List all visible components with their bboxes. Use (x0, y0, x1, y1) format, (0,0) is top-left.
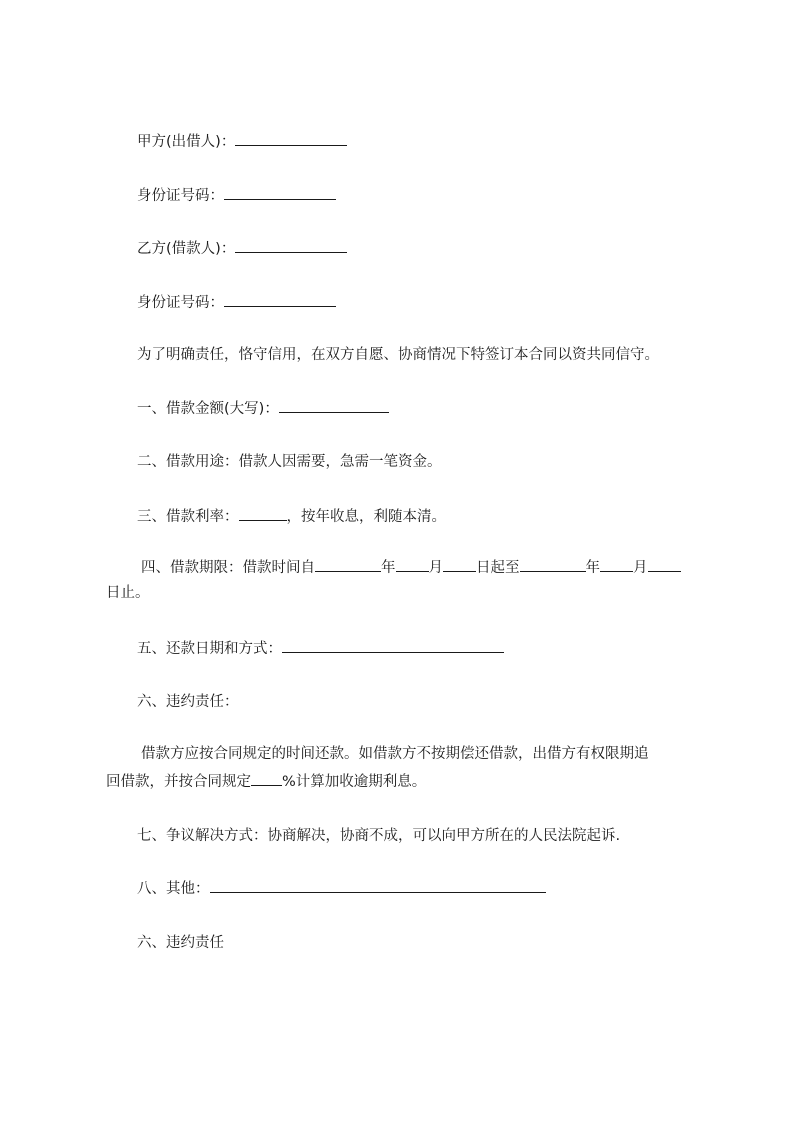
clause-6-body-line-2 (106, 771, 426, 792)
loan-amount-blank (279, 398, 389, 413)
start-day-blank (443, 557, 476, 572)
other-blank (210, 878, 546, 893)
party-a-id-blank (224, 185, 336, 200)
party-b-id-label: 身份证号码： (137, 295, 224, 311)
clause-3-suffix: ，按年收息，利随本清。 (286, 509, 446, 525)
clause-8-label: 八、其他： (137, 881, 210, 897)
clause-3-line (137, 506, 446, 527)
clause-1-line (137, 398, 389, 419)
party-a-blank (235, 131, 347, 146)
party-b-line (137, 238, 347, 259)
preamble: 为了明确责任，恪守信用，在双方自愿、协商情况下特签订本合同以资共同信守。 (137, 347, 659, 363)
interest-rate-blank (239, 506, 287, 521)
end-month-label: 月 (633, 560, 648, 576)
start-year-blank (315, 557, 381, 572)
party-b-blank (235, 238, 347, 253)
end-day-blank (648, 557, 681, 572)
clause-6-repeat: 六、违约责任 (137, 935, 224, 951)
clause-6-body-line-1: 借款方应按合同规定的时间还款。如借款方不按期偿还借款，出借方有权限期追 (141, 746, 649, 762)
party-a-line (137, 131, 347, 152)
clause-4-label: 四、借款期限：借款时间自 (141, 560, 315, 576)
party-b-id-blank (224, 292, 336, 307)
party-a-label: 甲方(出借人)： (137, 134, 236, 150)
party-a-id-line (137, 185, 336, 206)
clause-4-line-1 (141, 557, 681, 578)
clause-4-line-2: 日止。 (106, 585, 150, 601)
clause-5-label: 五、还款日期和方式： (137, 641, 282, 657)
party-b-label: 乙方(借款人)： (137, 241, 236, 257)
end-year-label: 年 (585, 560, 600, 576)
start-day-label: 日起至 (476, 560, 520, 576)
clause-7: 七、争议解决方式：协商解决，协商不成，可以向甲方所在的人民法院起诉. (137, 828, 621, 844)
clause-6-heading: 六、违约责任： (137, 694, 239, 710)
end-year-blank (520, 557, 586, 572)
party-b-id-line (137, 292, 336, 313)
clause-3-label: 三、借款利率： (137, 509, 239, 525)
start-year-label: 年 (381, 560, 396, 576)
start-month-label: 月 (428, 560, 443, 576)
clause-6-body-prefix: 回借款，并按合同规定 (106, 774, 251, 790)
overdue-rate-blank (251, 771, 282, 786)
start-month-blank (396, 557, 429, 572)
clause-6-body-suffix: %计算加收逾期利息。 (282, 774, 427, 790)
end-month-blank (600, 557, 633, 572)
party-a-id-label: 身份证号码： (137, 188, 224, 204)
repayment-blank (282, 638, 504, 653)
clause-8-line (137, 878, 546, 899)
clause-5-line (137, 638, 504, 659)
clause-2: 二、借款用途：借款人因需要，急需一笔资金。 (137, 454, 442, 470)
clause-1-label: 一、借款金额(大写)： (137, 401, 279, 417)
